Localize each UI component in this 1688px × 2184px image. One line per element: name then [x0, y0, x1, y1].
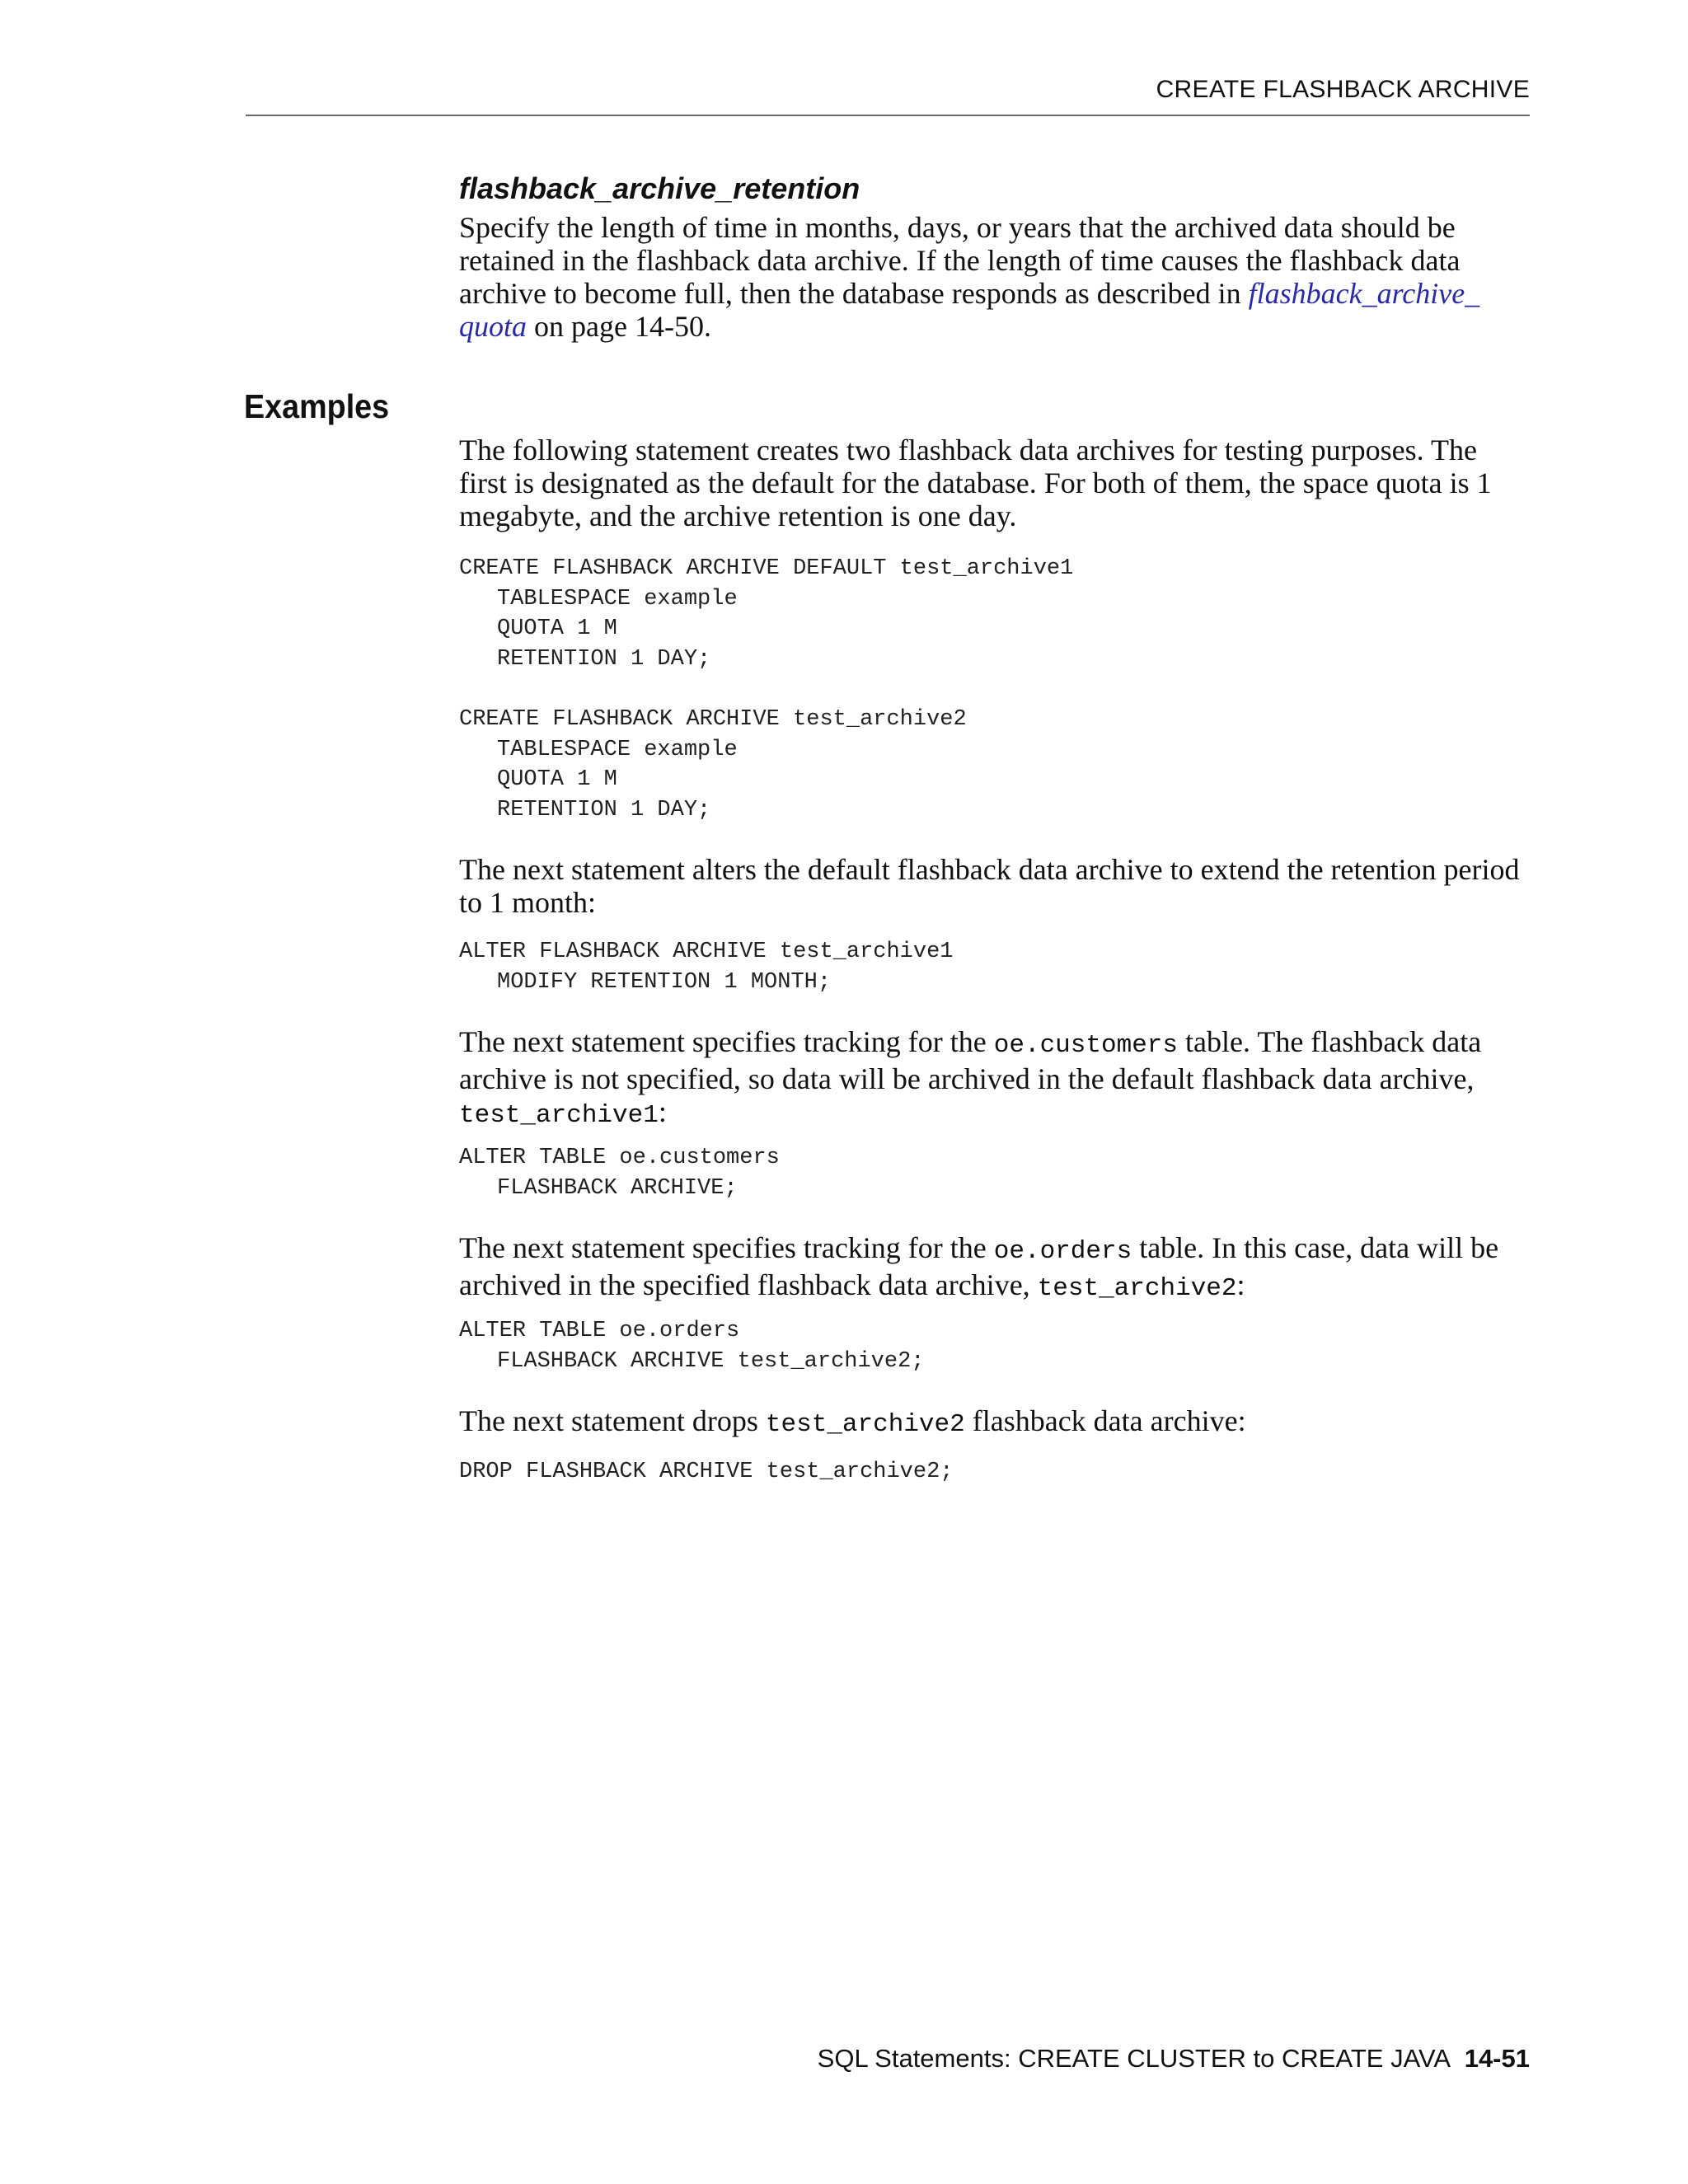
code-line: QUOTA 1 M: [497, 767, 617, 793]
alter-default-description: The next statement alters the default flashback data archive to extend the retention period to 1 month:: [459, 853, 1520, 919]
parameter-title: flashback_archive_retention: [459, 171, 860, 205]
orders-text-2: table. In this case, data will be archived in the specified flashback data archive,: [459, 1231, 1499, 1301]
code-line: [459, 674, 1073, 705]
orders-text-1: The next statement specifies tracking for the: [459, 1231, 994, 1264]
code-line: MODIFY RETENTION 1 MONTH;: [497, 969, 832, 995]
link-text-part1: flashback_archive_: [1248, 277, 1480, 310]
code-block-alter-orders: [459, 1316, 924, 1376]
code-line: ALTER FLASHBACK ARCHIVE test_archive1: [459, 940, 954, 964]
customers-table-code: oe.customers: [993, 1031, 1179, 1060]
code-line: RETENTION 1 DAY;: [497, 797, 711, 823]
orders-archive-code: test_archive2: [1037, 1274, 1237, 1303]
code-line: ALTER TABLE oe.orders: [459, 1319, 740, 1343]
code-block-alter-archive: [459, 937, 954, 997]
code-line: TABLESPACE example: [497, 737, 738, 762]
customers-text-2: table. The flashback data archive is not specified, so data will be archived in the default flashback data archive,: [459, 1025, 1482, 1095]
code-line: ALTER TABLE oe.customers: [459, 1146, 780, 1170]
customers-archive-code: test_archive1: [459, 1101, 659, 1130]
code-line: CREATE FLASHBACK ARCHIVE DEFAULT test_archive1: [459, 556, 1074, 581]
code-line: FLASHBACK ARCHIVE;: [497, 1175, 738, 1201]
code-line: QUOTA 1 M: [497, 616, 617, 642]
customers-text-1: The next statement specifies tracking for the: [459, 1025, 994, 1058]
footer-page-number: 14-51: [1464, 2044, 1530, 2073]
code-line: FLASHBACK ARCHIVE test_archive2;: [497, 1348, 925, 1374]
orders-text-3: :: [1236, 1268, 1245, 1301]
examples-heading: Examples: [244, 387, 390, 425]
orders-description: [459, 1231, 1531, 1305]
orders-table-code: oe.orders: [993, 1237, 1132, 1266]
code-block-drop-archive: [459, 1457, 954, 1488]
retention-text: Specify the length of time in months, days, or years that the archived data should be retained in the flashback data archive. If the length of time causes the flashback data archive to become full, then the database responds as described in: [459, 211, 1461, 310]
code-block-create-archives: [459, 554, 1073, 825]
code-line: TABLESPACE example: [497, 586, 738, 612]
code-block-alter-customers: [459, 1143, 780, 1203]
examples-intro: The following statement creates two flashback data archives for testing purposes. The first is designated as the default for the database. For both of them, the space quota is 1 megabyte, and the archive retention is one day.: [459, 434, 1492, 532]
drop-text-2: flashback data archive:: [964, 1404, 1246, 1437]
retention-page-ref: on page 14-50.: [527, 310, 711, 343]
code-line: DROP FLASHBACK ARCHIVE test_archive2;: [459, 1460, 954, 1484]
running-header-title: CREATE FLASHBACK ARCHIVE: [1156, 76, 1530, 103]
header-divider: [246, 115, 1530, 116]
link-text-part2: quota: [459, 310, 528, 343]
code-line: CREATE FLASHBACK ARCHIVE test_archive2: [459, 706, 967, 732]
drop-text-1: The next statement drops: [459, 1404, 766, 1437]
footer-book-title: SQL Statements: CREATE CLUSTER to CREATE JAVA: [817, 2044, 1451, 2073]
customers-description: [459, 1025, 1531, 1132]
drop-description: [459, 1404, 1531, 1441]
retention-description: [459, 211, 1531, 343]
code-line: RETENTION 1 DAY;: [497, 646, 711, 672]
drop-archive-code: test_archive2: [765, 1410, 965, 1439]
customers-text-3: :: [658, 1095, 667, 1128]
